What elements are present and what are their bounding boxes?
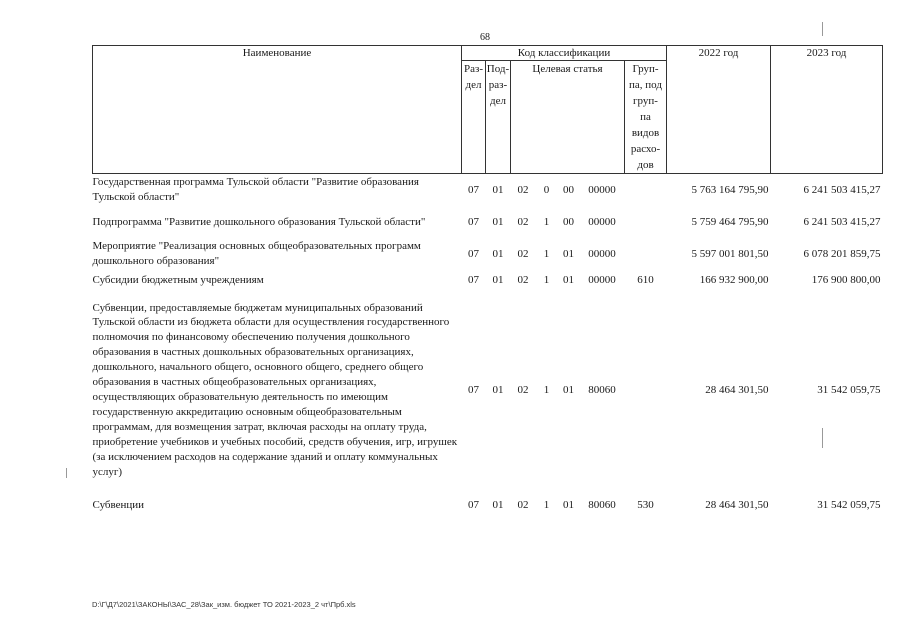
header-target: Целевая статья [511,61,625,174]
header-group: Груп- па, под груп- па видов расхо- дов [625,61,667,174]
row-vr [625,290,667,490]
row-rz: 07 [468,384,479,396]
row-cs3: 01 [563,248,574,260]
table-row [93,290,883,490]
row-pr: 01 [492,499,504,511]
row-cs2: 1 [543,216,550,228]
footer-file-path: D:\Г\Д7\2021\ЗАКОНЫ\ЗАС_28\Зак_изм. бюджет ТО 2021-2023_2 чт\Прб.xls [92,600,356,609]
row-cs3: 01 [563,499,574,511]
row-2023: 31 542 059,75 [817,499,881,511]
row-rz: 07 [468,216,479,228]
row-2022: 5 759 464 795,90 [691,216,769,228]
row-rz: 07 [468,248,479,260]
budget-table [92,45,883,520]
row-2022: 5 597 001 801,50 [691,248,769,260]
row-name: Мероприятие "Реализация основных общеобразовательных программ дошкольного образования" [92,240,421,267]
header-2023: 2023 год [771,46,883,174]
row-cs4: 80060 [588,384,616,396]
scan-artifact [822,22,823,36]
row-2022: 28 464 301,50 [705,384,769,396]
row-cs2: 1 [543,499,550,511]
row-rz: 07 [468,184,479,196]
row-pr: 01 [492,184,504,196]
header-name: Наименование [93,46,462,174]
row-cs3: 01 [563,384,574,396]
row-cs2: 0 [543,184,550,196]
row-cs4: 00000 [588,184,616,196]
row-pr: 01 [492,274,504,286]
row-cs2: 1 [543,248,550,260]
row-name: Субсидии бюджетным учреждениям [92,273,264,286]
row-2023: 31 542 059,75 [817,384,881,396]
row-2023: 6 241 503 415,27 [803,184,881,196]
row-cs4: 80060 [588,499,616,511]
row-pr: 01 [492,248,504,260]
row-pr: 01 [492,216,504,228]
table-row [93,238,883,270]
row-vr: 610 [637,274,654,286]
row-cs1: 02 [517,384,529,396]
row-cs1: 02 [517,184,529,196]
scan-artifact [822,428,823,448]
row-cs4: 00000 [588,248,616,260]
header-podrazdel: Под- раз- дел [486,61,511,174]
row-cs2: 1 [543,384,550,396]
row-2022: 28 464 301,50 [705,499,769,511]
table-row [93,490,883,520]
row-rz: 07 [468,274,479,286]
row-cs2: 1 [543,274,550,286]
header-2022: 2022 год [667,46,771,174]
row-name: Субвенции [92,498,145,511]
row-vr: 530 [637,499,654,511]
row-rz: 07 [468,499,479,511]
row-name: Субвенции, предоставляемые бюджетам муниципальных образований Тульской области из бюджета области для осуществления государственного полномочия по финансовому обеспечению получения дошкольного образования в частных дошкольных образовательных организациях, дошкольного, начального общего, основного общего, среднего общего образования в частных общеобразовательных организациях, осуществляющих образовательную деятельность по имеющим государственную аккредитацию основным общеобразовательным программам, для возмещения затрат, включая расходы на оплату труда, приобретение учебников и учебных пособий, средств обучения, игр, игрушек (за исключением расходов на содержание зданий и оплату коммунальных услуг) [92,301,458,478]
table-row [93,270,883,290]
row-cs3: 01 [563,274,574,286]
table-row [93,174,883,207]
page-number: 68 [480,32,490,43]
row-2022: 5 763 164 795,90 [691,184,769,196]
row-cs4: 00000 [588,216,616,228]
row-cs1: 02 [517,216,529,228]
row-pr: 01 [492,384,504,396]
row-cs4: 00000 [588,274,616,286]
row-vr [625,174,667,207]
scan-artifact [66,468,67,478]
row-2022: 166 932 900,00 [699,274,769,286]
row-2023: 6 241 503 415,27 [803,216,881,228]
header-code: Код классификации [462,46,667,61]
row-name: Государственная программа Тульской области "Развитие образования Тульской области" [92,176,419,203]
row-vr [625,238,667,270]
row-cs3: 00 [563,184,574,196]
row-cs1: 02 [517,248,529,260]
row-cs1: 02 [517,499,529,511]
row-vr [625,206,667,238]
row-cs3: 00 [563,216,574,228]
row-name: Подпрограмма "Развитие дошкольного образования Тульской области" [92,215,426,228]
table-header [93,46,883,174]
row-2023: 6 078 201 859,75 [803,248,881,260]
table-row [93,206,883,238]
row-cs1: 02 [517,274,529,286]
header-razdel: Раз- дел [462,61,486,174]
row-2023: 176 900 800,00 [811,274,881,286]
